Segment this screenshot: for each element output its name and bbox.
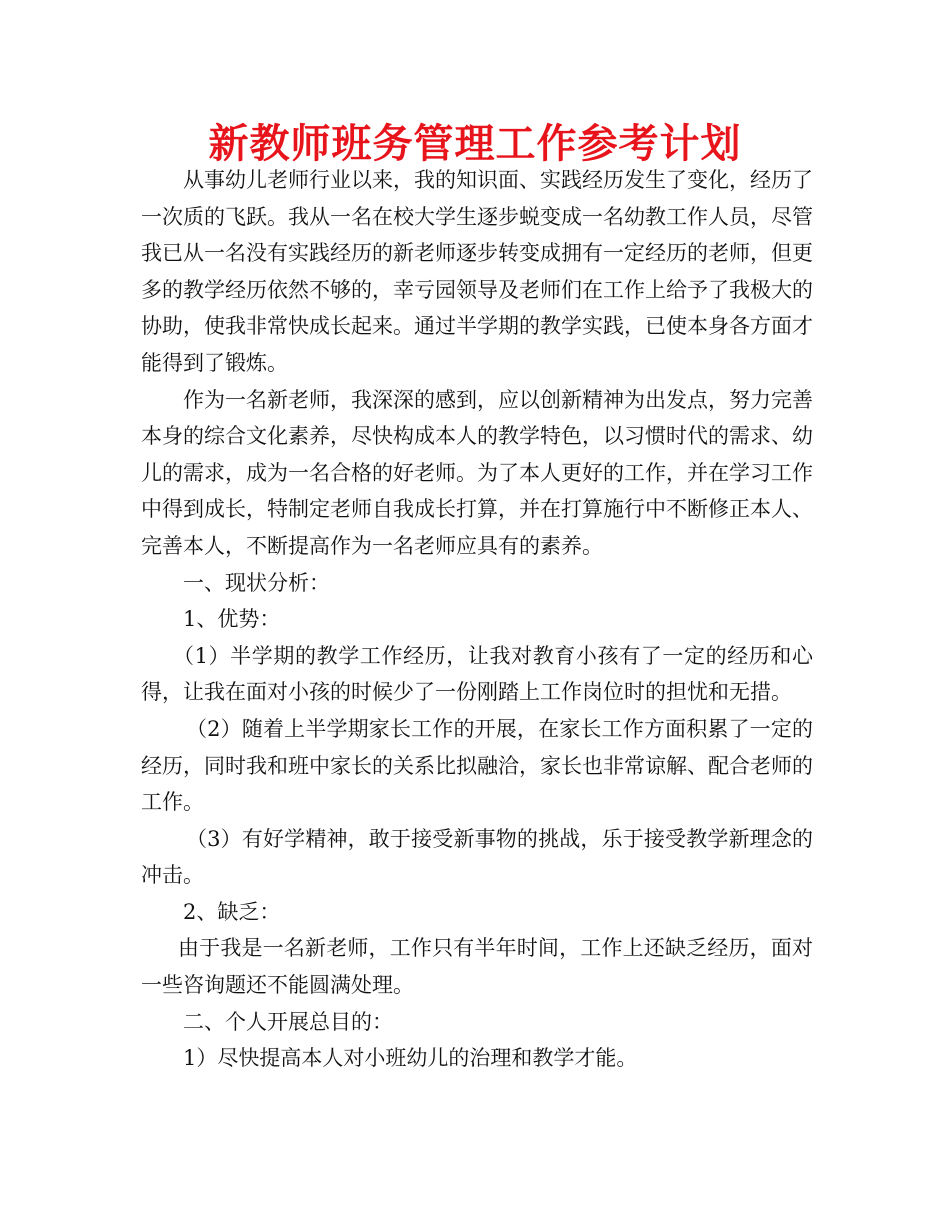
heading-weaknesses: 2、缺乏： xyxy=(183,899,281,924)
document-body xyxy=(141,162,813,1077)
paragraph-goals: 作为一名新老师，我深深的感到，应以创新精神为出发点，努力完善本身的综合文化素养，尽快构成本人的教学特色，以习惯时代的需求、幼儿的需求，成为一名合格的好老师。为了本人更好的工作，并在学习工作中得到成长，特制定老师自我成长打算，并在打算施行中不断修正本人、完善本人，不断提高作为一名老师应具有的素养。 xyxy=(141,387,813,558)
weakness-paragraph: 由于我是一名新老师，工作只有半年时间，工作上还缺乏经历，面对一些咨询题还不能圆满处理。 xyxy=(141,936,813,998)
heading-strengths: 1、优势： xyxy=(183,607,281,632)
heading-personal-goals: 二、个人开展总目的： xyxy=(183,1009,393,1034)
strength-item-1: （1）半学期的教学工作经历，让我对教育小孩有了一定的经历和心得，让我在面对小孩的时候少了一份刚踏上工作岗位时的担忧和无措。 xyxy=(141,643,813,705)
strength-item-3: （3）有好学精神，敢于接受新事物的挑战，乐于接受教学新理念的冲击。 xyxy=(141,826,813,888)
goal-item-1: 1）尽快提高本人对小班幼儿的治理和教学才能。 xyxy=(183,1046,638,1071)
paragraph-intro: 从事幼儿老师行业以来，我的知识面、实践经历发生了变化，经历了一次质的飞跃。我从一名在校大学生逐步蜕变成一名幼教工作人员，尽管我已从一名没有实践经历的新老师逐步转变成拥有一定经历的老师，但更多的教学经历依然不够的，幸亏园领导及老师们在工作上给予了我极大的协助，使我非常快成长起来。通过半学期的教学实践，已使本身各方面才能得到了锻炼。 xyxy=(141,168,813,375)
heading-status-analysis: 一、现状分析： xyxy=(183,570,330,595)
strength-item-2: （2）随着上半学期家长工作的开展，在家长工作方面积累了一定的经历，同时我和班中家长的关系比拟融洽，家长也非常谅解、配合老师的工作。 xyxy=(141,716,813,815)
document-title: 新教师班务管理工作参考计划 xyxy=(208,121,742,167)
